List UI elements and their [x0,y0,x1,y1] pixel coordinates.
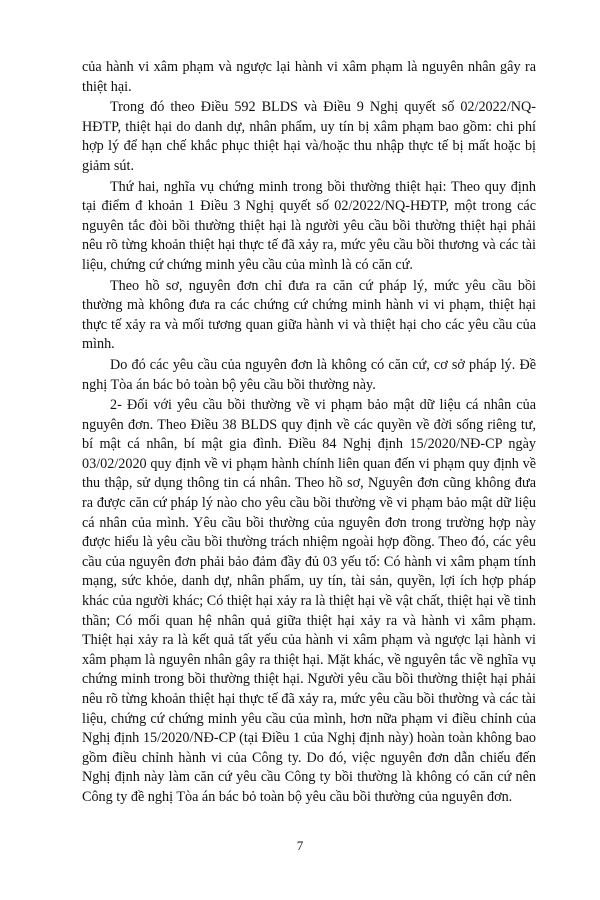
paragraph-conclusion: Do đó các yêu cầu của nguyên đơn là không có căn cứ, cơ sở pháp lý. Đề nghị Tòa án bác bỏ toàn bộ yêu cầu bồi thường này. [82,356,536,393]
paragraph-burden-of-proof: Thứ hai, nghĩa vụ chứng minh trong bồi thường thiệt hại: Theo quy định tại điểm đ khoản 1 Điều 3 Nghị quyết số 02/2022/NQ-HĐTP, một trong các nguyên tắc đòi bồi thường thiệt hại là người yêu cầu bồi thường thiệt hại phải nêu rõ từng khoản thiệt hại thực tế đã xảy ra, mức yêu cầu bồi thương và các tài liệu, chứng cứ chứng minh yêu cầu của mình là có căn cứ. [82,178,536,273]
paragraph-case-file: Theo hồ sơ, nguyên đơn chỉ đưa ra căn cứ pháp lý, mức yêu cầu bồi thường mà không đưa ra các chứng cứ chứng minh hành vi vi phạm, thiệt hại thực tế xảy ra và mối tương quan giữa hành vi và thiệt hại cho các yêu cầu của mình. [82,277,536,353]
paragraph-damage-definition: Trong đó theo Điều 592 BLDS và Điều 9 Nghị quyết số 02/2022/NQ-HĐTP, thiệt hại do danh dự, nhân phẩm, uy tín bị xâm phạm bao gồm: chi phí hợp lý để hạn chế khắc phục thiệt hại và/hoặc thu nhập thực tế bị mất hoặc bị giảm sút. [82,99,536,174]
paragraph-data-privacy: 2- Đối với yêu cầu bồi thường về vi phạm bảo mật dữ liệu cá nhân của nguyên đơn. Theo Điều 38 BLDS quy định về các quyền về đời sống riêng tư, bí mật cá nhân, bí mật gia đình. Điều 84 Nghị định 15/2020/NĐ-CP ngày 03/02/2020 quy định về vi phạm hành chính liên quan đến vi phạm quy định về thu thập, sử dụng thông tin cá nhân. Theo hồ sơ, Nguyên đơn cũng không đưa ra được căn cứ pháp lý nào cho yêu cầu bồi thường về vi phạm bảo mật dữ liệu cá nhân của mình. Yêu cầu bồi thường của nguyên đơn trong trường hợp này được hiểu là yêu cầu bồi thường trách nhiệm ngoài hợp đồng. Theo đó, các yêu cầu của nguyên đơn phải bảo đảm đầy đủ 03 yếu tố: Có hành vi xâm phạm tính mạng, sức khỏe, danh dự, nhân phẩm, uy tín, tài sản, quyền, lợi ích hợp pháp khác của người khác; Có thiệt hại xảy ra là thiệt hại về vật chất, thiệt hại về tinh thần; Có mối quan hệ nhân quả giữa thiệt hại xảy ra và hành vi xâm phạm. Thiệt hại xảy ra là kết quả tất yếu của hành vi xâm phạm và ngược lại hành vi xâm phạm là nguyên nhân gây ra thiệt hại. Mặt khác, về nguyên tắc về nghĩa vụ chứng minh trong bồi thường thiệt hại. Người yêu cầu bồi thường thiệt hại phải nêu rõ từng khoản thiệt hại thực tế đã xảy ra, mức yêu cầu bồi thường và các tài liệu, chứng cứ chứng minh yêu cầu của mình, hơn nữa phạm vi điều chỉnh của Nghị định 15/2020/NĐ-CP (tại Điều 1 của Nghị định này) hoàn toàn không bao gồm điều chỉnh hành vi của Công ty. Do đó, việc nguyên đơn dẫn chiếu đến Nghị định này làm căn cứ yêu cầu Công ty bồi thường là không có căn cứ nên Công ty đề nghị Tòa án bác bỏ toàn bộ yêu cầu bồi thường của nguyên đơn. [82,397,536,805]
page-number: 7 [296,838,304,853]
paragraph-1-continuation: của hành vi xâm phạm và ngược lại hành vi xâm phạm là nguyên nhân gây ra thiệt hại. [82,59,536,95]
document-page [82,58,536,809]
